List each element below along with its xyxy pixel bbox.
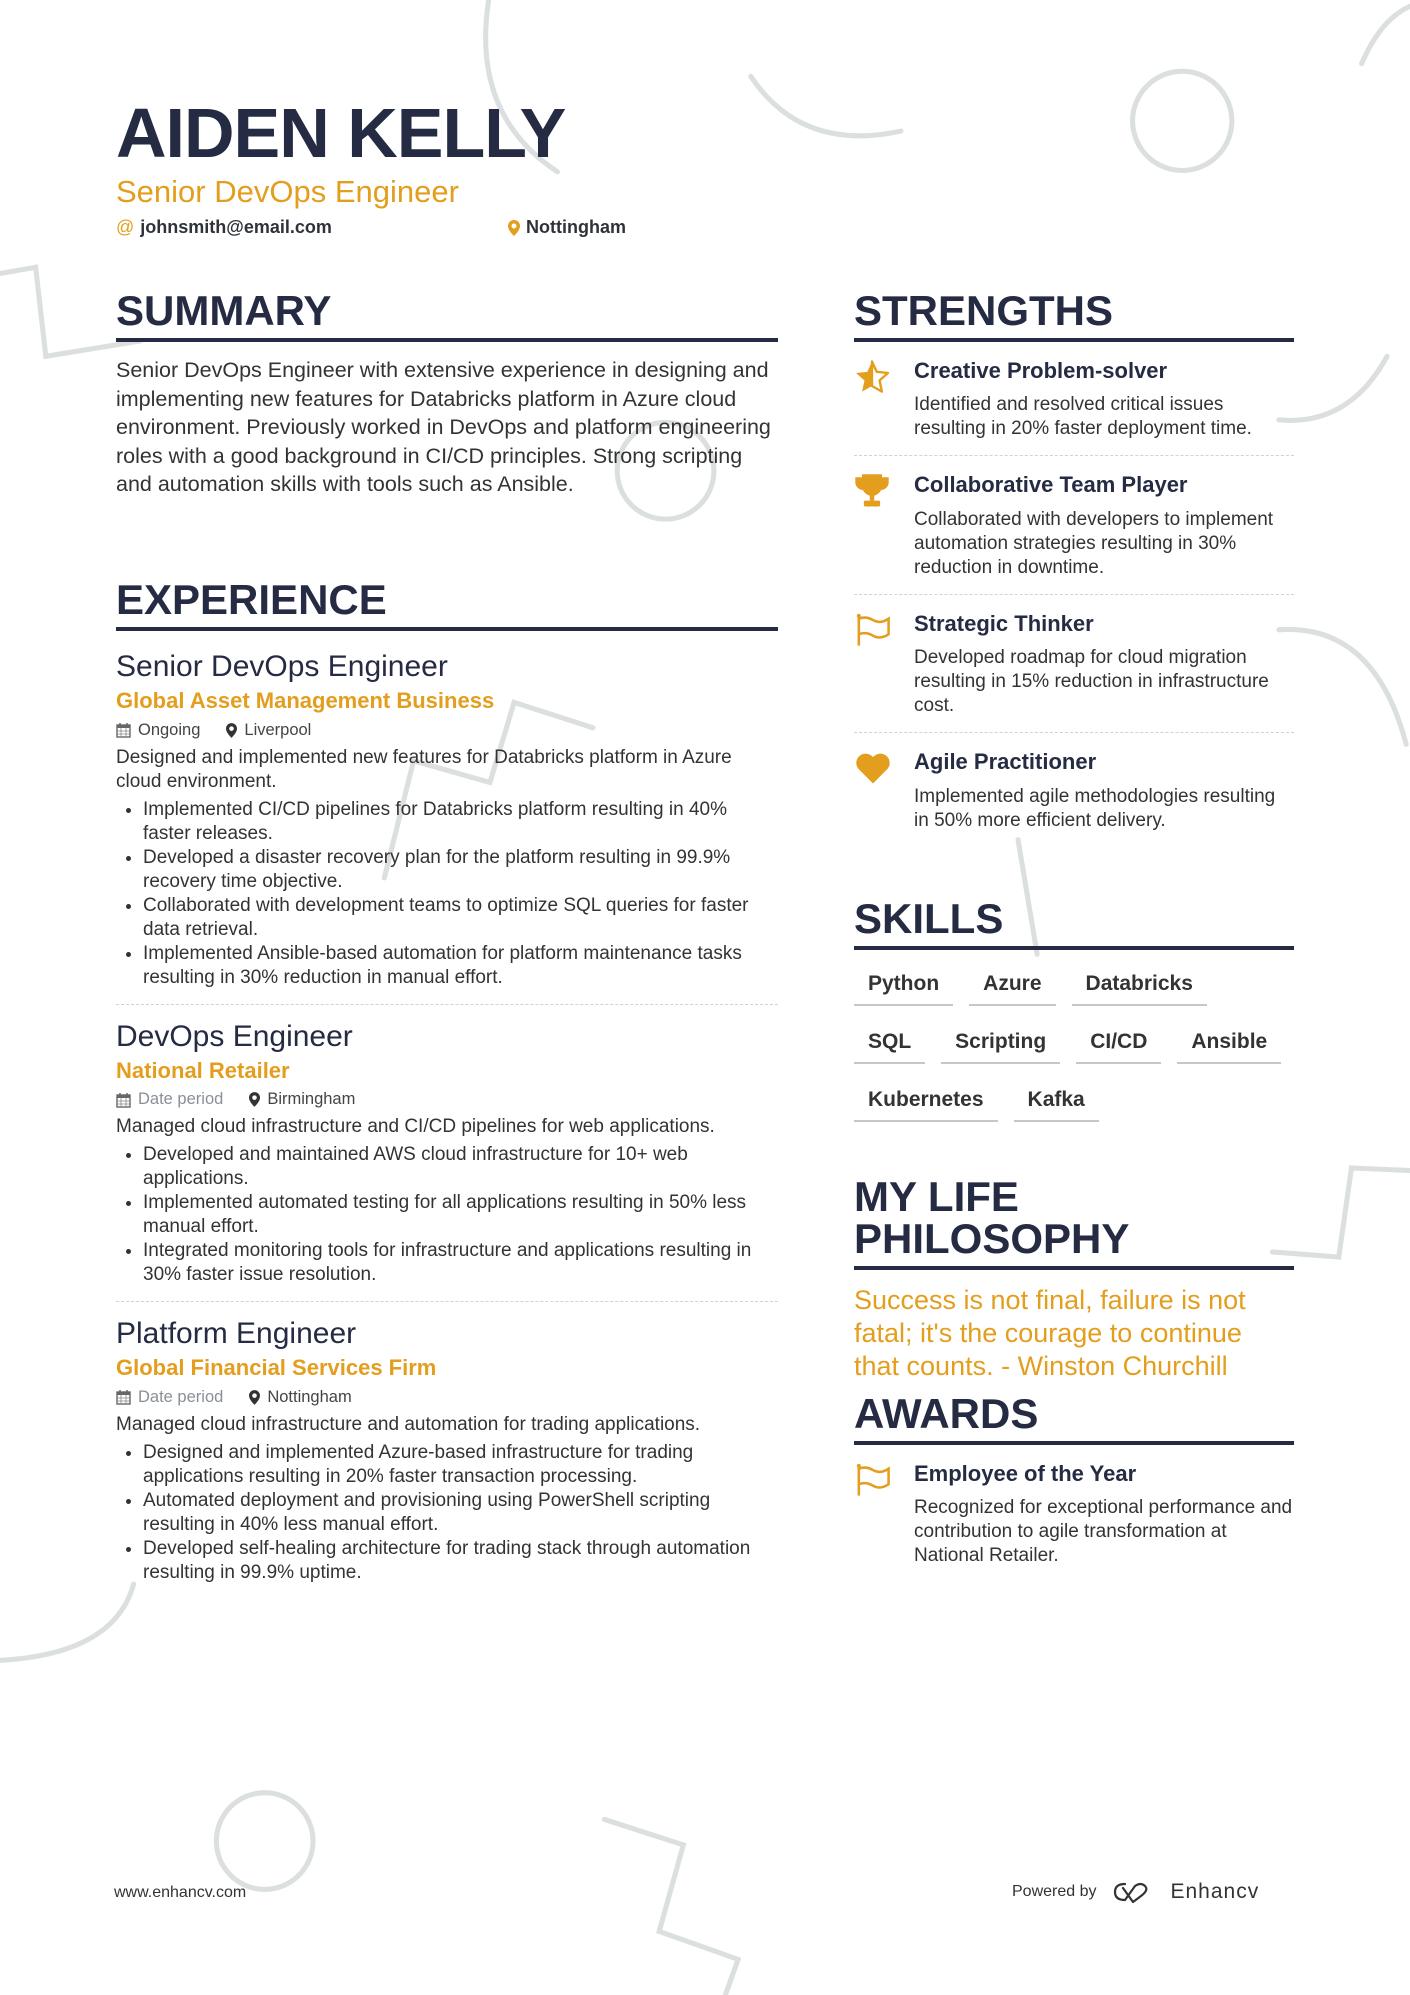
star-icon	[854, 358, 896, 441]
skills-heading: SKILLS	[854, 898, 1294, 950]
item-title: Employee of the Year	[914, 1461, 1137, 1486]
job-bullet: • Integrated monitoring tools for infrastructure and applications resulting in 30% faster issue resolution.	[143, 1239, 778, 1287]
item-description: Implemented agile methodologies resulting in 50% more efficient delivery.	[914, 785, 1276, 831]
flag-icon	[854, 611, 896, 718]
job-bullet: • Developed self-healing architecture for trading stack through automation resulting in 99.9% uptime.	[143, 1537, 778, 1585]
strengths-item	[854, 456, 1294, 594]
at-icon: @	[116, 217, 135, 237]
job-title: Senior DevOps Engineer	[116, 650, 448, 683]
job-location: Liverpool	[244, 720, 312, 739]
job-period: Ongoing	[138, 720, 201, 739]
experience-heading: EXPERIENCE	[116, 579, 778, 631]
item-description: Recognized for exceptional performance and contribution to agile transformation at National Retailer.	[914, 1497, 1293, 1567]
job-meta	[116, 1090, 778, 1109]
enhancv-logo-icon	[1111, 1880, 1157, 1904]
item-description: Developed roadmap for cloud migration resulting in 15% reduction in infrastructure cost.	[914, 647, 1269, 717]
powered-by-label: Powered by	[1012, 1883, 1097, 1900]
location-contact	[508, 217, 626, 238]
job-bullet: • Implemented Ansible-based automation for platform maintenance tasks resulting in 30% reduction in manual effort.	[143, 942, 778, 990]
job-description: Managed cloud infrastructure and automation for trading applications.	[116, 1413, 701, 1435]
job-bullet: • Automated deployment and provisioning using PowerShell scripting resulting in 40% less manual effort.	[143, 1489, 778, 1537]
job-title: DevOps Engineer	[116, 1019, 353, 1053]
summary-section	[116, 287, 778, 499]
skills-section	[854, 895, 1294, 1122]
map-pin-icon	[226, 723, 237, 738]
company-name: Global Financial Services Firm	[116, 1355, 437, 1381]
map-pin-icon	[249, 1092, 260, 1107]
skill-tag: Kafka	[1014, 1088, 1099, 1122]
trophy-icon	[854, 472, 896, 579]
job-bullet: • Designed and implemented Azure-based infrastructure for trading applications resulting in 20% faster transaction processing.	[143, 1441, 778, 1489]
calendar-icon	[116, 1092, 131, 1108]
skill-tag: Kubernetes	[854, 1088, 998, 1122]
footer-website[interactable]: www.enhancv.com	[114, 1884, 247, 1901]
job-bullet: • Developed and maintained AWS cloud infrastructure for 10+ web applications.	[143, 1143, 778, 1191]
footer-powered-by[interactable]	[1012, 1880, 1259, 1904]
company-name: National Retailer	[116, 1057, 290, 1083]
item-description: Identified and resolved critical issues resulting in 20% faster deployment time.	[914, 394, 1252, 440]
skill-tag: Ansible	[1177, 1030, 1281, 1064]
job-period: Date period	[138, 1387, 224, 1406]
item-title: Collaborative Team Player	[914, 472, 1188, 498]
skill-tag: Azure	[969, 972, 1055, 1006]
job-entry	[116, 649, 778, 990]
job-title: Platform Engineer	[116, 1317, 357, 1351]
strengths-heading: STRENGTHS	[854, 290, 1294, 342]
item-title: Strategic Thinker	[914, 610, 1094, 636]
job-bullet: • Implemented automated testing for all applications resulting in 50% less manual effort.	[143, 1191, 778, 1239]
flag-icon	[854, 1461, 896, 1568]
item-title: Creative Problem-solver	[914, 358, 1168, 383]
job-meta	[116, 1388, 778, 1407]
summary-text: Senior DevOps Engineer with extensive experience in designing and implementing new features for Databricks platform in Azure cloud environment. Previously worked in DevOps and platform engineering roles with a good background in CI/CD principles. Strong scripting and automation skills with tools such as Ansible.	[116, 358, 771, 497]
job-meta	[116, 721, 778, 740]
job-description: Designed and implemented new features for Databricks platform in Azure cloud environment.	[116, 746, 732, 792]
email-contact[interactable]	[116, 217, 332, 238]
job-bullets	[116, 1441, 778, 1585]
email-text: johnsmith@email.com	[140, 217, 332, 237]
summary-heading: SUMMARY	[116, 290, 778, 342]
awards-heading: AWARDS	[854, 1393, 1294, 1445]
job-bullet: • Developed a disaster recovery plan for the platform resulting in 99.9% recovery time objective.	[143, 846, 778, 894]
strengths-section	[854, 287, 1294, 847]
philosophy-heading: MY LIFE PHILOSOPHY	[854, 1176, 1294, 1270]
philosophy-quote: Success is not final, failure is not fatal; it's the courage to continue that counts. - Winston Churchill	[854, 1285, 1246, 1381]
experience-section	[116, 576, 778, 1585]
calendar-icon	[116, 1389, 131, 1405]
job-location: Birmingham	[267, 1090, 356, 1109]
skill-tag: Databricks	[1072, 972, 1207, 1006]
candidate-title: Senior DevOps Engineer	[116, 174, 459, 209]
job-bullet: • Collaborated with development teams to optimize SQL queries for faster data retrieval.	[143, 894, 778, 942]
skill-tag: Python	[854, 972, 953, 1006]
brand-name: Enhancv	[1170, 1880, 1260, 1903]
awards-item	[854, 1445, 1294, 1582]
job-bullets	[116, 1143, 778, 1287]
map-pin-icon	[249, 1390, 260, 1405]
heart-icon	[854, 749, 896, 832]
candidate-name: AIDEN KELLY	[116, 94, 566, 172]
strengths-item	[854, 595, 1294, 733]
skill-tag: SQL	[854, 1030, 925, 1064]
strengths-item	[854, 342, 1294, 456]
awards-section	[854, 1390, 1294, 1582]
map-pin-icon	[508, 220, 520, 236]
strengths-item	[854, 733, 1294, 846]
skill-tag: Scripting	[941, 1030, 1060, 1064]
item-title: Agile Practitioner	[914, 749, 1097, 775]
job-entry	[116, 1301, 778, 1585]
skill-tag: CI/CD	[1076, 1030, 1161, 1064]
job-bullet: • Implemented CI/CD pipelines for Databricks platform resulting in 40% faster releases.	[143, 798, 778, 846]
location-text: Nottingham	[526, 217, 626, 237]
company-name: Global Asset Management Business	[116, 688, 495, 713]
philosophy-section	[854, 1173, 1294, 1383]
job-description: Managed cloud infrastructure and CI/CD pipelines for web applications.	[116, 1116, 715, 1138]
job-entry	[116, 1004, 778, 1288]
job-location: Nottingham	[267, 1387, 352, 1406]
calendar-icon	[116, 722, 131, 738]
job-bullets	[116, 798, 778, 990]
item-description: Collaborated with developers to implement automation strategies resulting in 30% reduction in downtime.	[914, 508, 1274, 578]
job-period: Date period	[138, 1090, 224, 1109]
